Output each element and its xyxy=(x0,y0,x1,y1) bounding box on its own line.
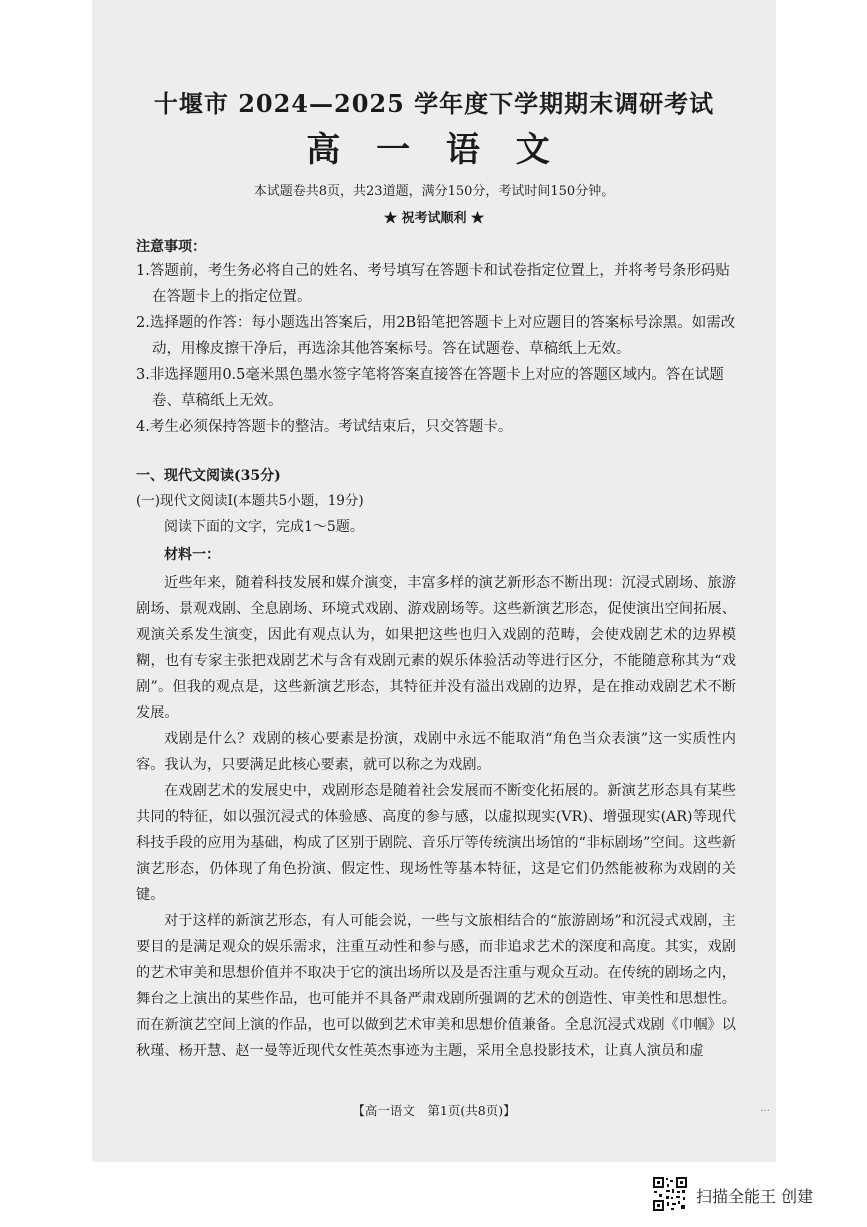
reading-instruction: 阅读下面的文字，完成1～5题。 xyxy=(164,519,364,535)
scanner-watermark xyxy=(652,1176,852,1212)
watermark-text: 扫描全能王 创建 xyxy=(696,1187,814,1206)
notice-item-3: 3.非选择题用0.5毫米黑色墨水签字笔将答案直接答在答题卡上对应的答题区域内。答在试题卷、草稿纸上无效。 xyxy=(136,367,724,409)
paragraph-3: 在戏剧艺术的发展史中，戏剧形态是随着社会发展而不断变化拓展的。新演艺形态具有某些共同的特征，如以强沉浸式的体验感、高度的参与感，以虚拟现实(VR)、增强现实(AR)等现代科技手段的应用为基础，构成了区别于剧院、音乐厅等传统演出场馆的“非标剧场”空间。这些新演艺形态，仍体现了角色扮演、假定性、现场性等基本特征，这是它们仍然能被称为戏剧的关键。 xyxy=(136,783,736,903)
exam-title: 十堰市 2024—2025 学年度下学期期末调研考试 xyxy=(153,89,715,118)
subsection-title: (一)现代文阅读Ⅰ(本题共5小题，19分) xyxy=(136,493,364,509)
notice-heading: 注意事项： xyxy=(136,239,206,255)
exam-intro: 本试题卷共8页，共23道题，满分150分，考试时间150分钟。 xyxy=(253,184,615,199)
material-title: 材料一： xyxy=(164,547,220,563)
page-footer: 【高一语文 第1页(共8页)】 xyxy=(352,1103,516,1118)
blessing-line: ★ 祝考试顺利 ★ xyxy=(383,211,485,226)
notice-item-1: 1.答题前，考生务必将自己的姓名、考号填写在答题卡和试卷指定位置上，并将考号条形码贴在答题卡上的指定位置。 xyxy=(136,263,730,305)
footer-mark: … xyxy=(760,1103,770,1114)
paragraph-2: 戏剧是什么？戏剧的核心要素是扮演，戏剧中永远不能取消“角色当众表演”这一实质性内容。我认为，只要满足此核心要素，就可以称之为戏剧。 xyxy=(136,731,736,773)
section-title: 一、现代文阅读(35分) xyxy=(136,468,281,484)
material-text xyxy=(136,570,736,1064)
exam-paper xyxy=(92,0,776,1162)
subject-title: 高 一 语 文 xyxy=(306,130,562,170)
qr-code-icon xyxy=(652,1176,688,1212)
notice-list xyxy=(136,258,736,440)
notice-item-2: 2.选择题的作答：每小题选出答案后，用2B铅笔把答题卡上对应题目的答案标号涂黑。如需改动，用橡皮擦干净后，再选涂其他答案标号。答在试题卷、草稿纸上无效。 xyxy=(136,315,736,357)
paragraph-1: 近些年来，随着科技发展和媒介演变，丰富多样的演艺新形态不断出现：沉浸式剧场、旅游剧场、景观戏剧、全息剧场、环境式戏剧、游戏剧场等。这些新演艺形态，促使演出空间拓展、观演关系发生演变，因此有观点认为，如果把这些也归入戏剧的范畴，会使戏剧艺术的边界模糊，也有专家主张把戏剧艺术与含有戏剧元素的娱乐体验活动等进行区分，不能随意称其为“戏剧”。但我的观点是，这些新演艺形态，其特征并没有溢出戏剧的边界，是在推动戏剧艺术不断发展。 xyxy=(136,575,736,721)
scanned-page xyxy=(92,0,776,1162)
notice-item-4: 4.考生必须保持答题卡的整洁。考试结束后，只交答题卡。 xyxy=(136,419,513,435)
paragraph-4: 对于这样的新演艺形态，有人可能会说，一些与文旅相结合的“旅游剧场”和沉浸式戏剧，主要目的是满足观众的娱乐需求，注重互动性和参与感，而非追求艺术的深度和高度。其实，戏剧的艺术审美和思想价值并不取决于它的演出场所以及是否注重与观众互动。在传统的剧场之内，舞台之上演出的某些作品，也可能并不具备严肃戏剧所强调的艺术的创造性、审美性和思想性。而在新演艺空间上演的作品，也可以做到艺术审美和思想价值兼备。全息沉浸式戏剧《巾帼》以秋瑾、杨开慧、赵一曼等近现代女性英杰事迹为主题，采用全息投影技术，让真人演员和虚 xyxy=(136,913,736,1059)
